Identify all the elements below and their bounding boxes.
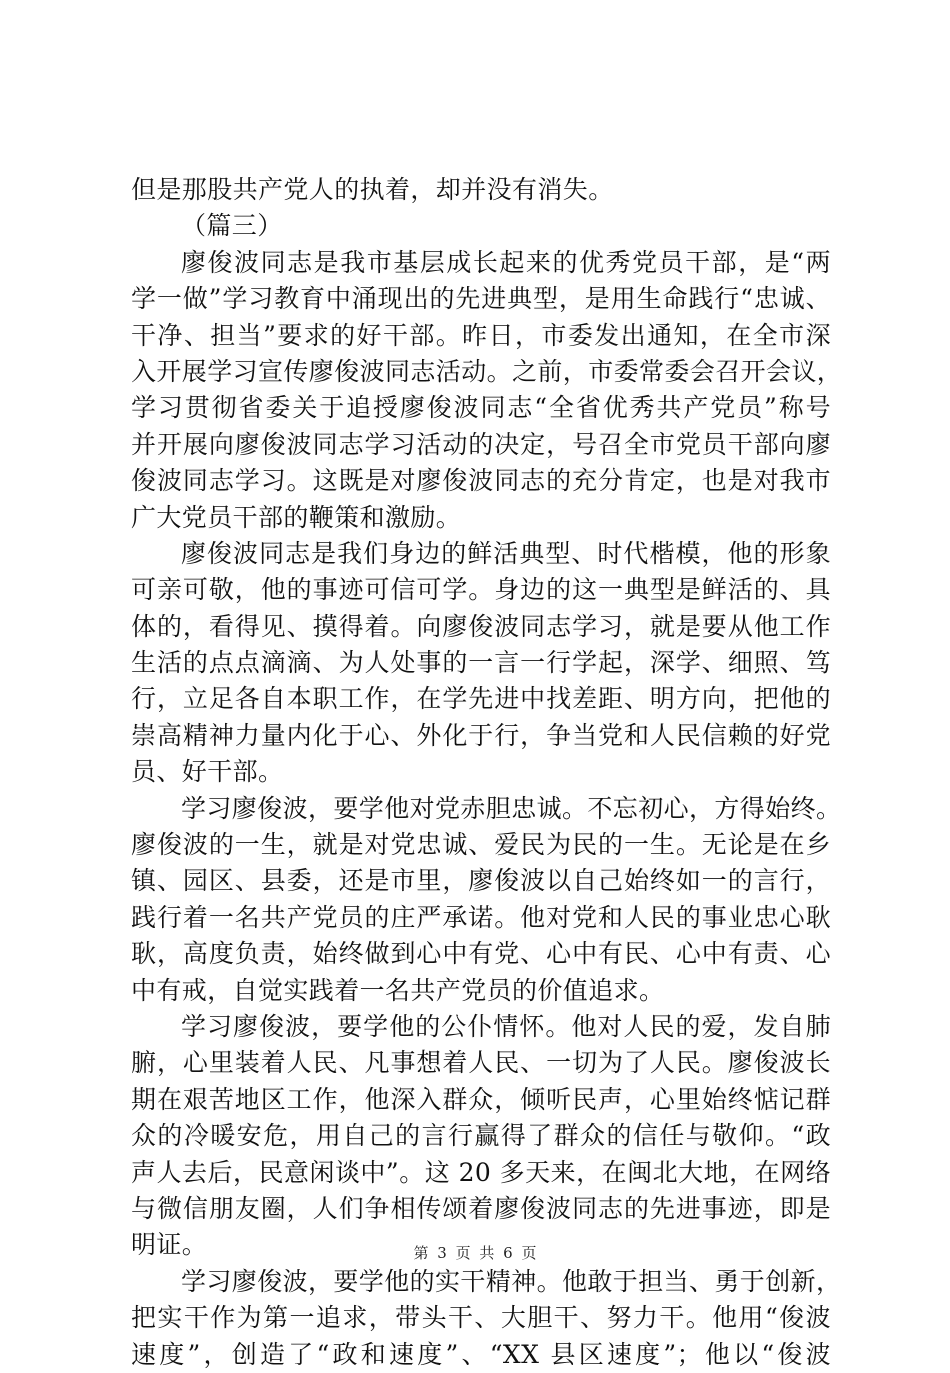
text-line: 期在艰苦地区工作，他深入群众，倾听民声，心里始终惦记群 [131, 1084, 831, 1114]
text-line: 行，立足各自本职工作，在学先进中找差距、明方向，把他的 [131, 684, 831, 714]
text-line: 但是那股共产党人的执着，却并没有消失。 [131, 175, 614, 204]
text-line: 廖俊波同志是我市基层成长起来的优秀党员干部，是“两 [181, 247, 831, 277]
text-line: 生活的点点滴滴、为人处事的一言一行学起，深学、细照、笃 [131, 648, 831, 678]
text-line: 与微信朋友圈，人们争相传颂着廖俊波同志的先进事迹，即是 [131, 1193, 831, 1223]
text-line: 学习廖俊波，要学他的公仆情怀。他对人民的爱，发自肺 [181, 1011, 831, 1041]
text-line: 入开展学习宣传廖俊波同志活动。之前，市委常委会召开会议， [131, 356, 843, 386]
text-line: 学习贯彻省委关于追授廖俊波同志“全省优秀共产党员”称号 [131, 393, 831, 423]
text-line: 众的冷暖安危，用自己的言行赢得了群众的信任与敬仰。“政 [131, 1121, 831, 1151]
text-line: 中有戒，自觉实践着一名共产党员的价值追求。 [131, 975, 665, 1005]
text-line: 俊波同志学习。这既是对廖俊波同志的充分肯定，也是对我市 [131, 466, 831, 496]
text-line: 镇、园区、县委，还是市里，廖俊波以自己始终如一的言行， [131, 866, 831, 896]
text-line: 声人去后，民意闲谈中”。这 20 多天来，在闽北大地，在网络 [131, 1157, 831, 1187]
text-line: 速度”，创造了“政和速度”、“XX 县区速度”；他以“俊波 [131, 1339, 831, 1369]
text-line: 可亲可敬，他的事迹可信可学。身边的这一典型是鲜活的、具 [131, 575, 831, 605]
text-line: （篇三） [181, 211, 283, 241]
text-line: 广大党员干部的鞭策和激励。 [131, 502, 462, 532]
text-line: 腑，心里装着人民、凡事想着人民、一切为了人民。廖俊波长 [131, 1048, 831, 1078]
text-line: 廖俊波的一生，就是对党忠诚、爱民为民的一生。无论是在乡 [131, 830, 831, 860]
text-line: 崇高精神力量内化于心、外化于行，争当党和人民信赖的好党 [131, 720, 831, 750]
text-line: 学习廖俊波，要学他对党赤胆忠诚。不忘初心，方得始终。 [181, 793, 842, 823]
text-line: 廖俊波同志是我们身边的鲜活典型、时代楷模，他的形象 [181, 538, 831, 568]
text-line: 学习廖俊波，要学他的实干精神。他敢于担当、勇于创新， [181, 1266, 842, 1296]
text-line: 明证。 [131, 1230, 208, 1260]
text-line: 耿，高度负责，始终做到心中有党、心中有民、心中有责、心 [131, 939, 831, 969]
text-line: 学一做”学习教育中涌现出的先进典型，是用生命践行“忠诚、 [131, 284, 831, 314]
document-body [131, 172, 843, 1373]
text-line: 并开展向廖俊波同志学习活动的决定，号召全市党员干部向廖 [131, 429, 831, 459]
text-line: 干净、担当”要求的好干部。昨日，市委发出通知，在全市深 [131, 320, 831, 350]
text-line: 员、好干部。 [131, 757, 284, 787]
text-line: 把实干作为第一追求，带头干、大胆干、努力干。他用“俊波 [131, 1303, 831, 1333]
page-footer: 第 3 页 共 6 页 [413, 1244, 537, 1262]
text-line: 践行着一名共产党员的庄严承诺。他对党和人民的事业忠心耿 [131, 902, 831, 932]
text-line: 体的，看得见、摸得着。向廖俊波同志学习，就是要从他工作 [131, 611, 831, 641]
